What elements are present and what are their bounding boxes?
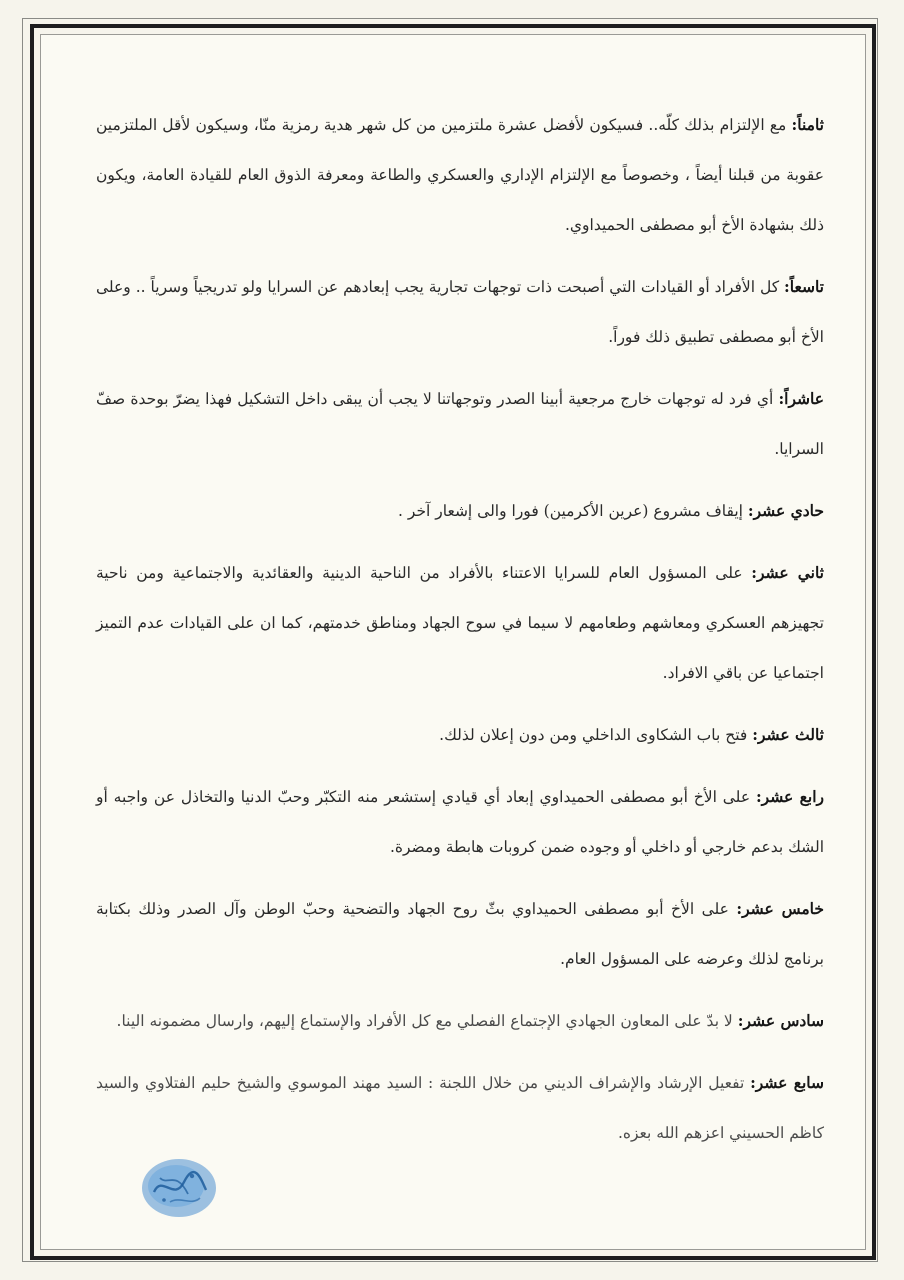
clause-heading: تاسعاً: — [784, 277, 824, 296]
clause-heading: ثامناً: — [791, 115, 824, 134]
clause-text: لا بدّ على المعاون الجهادي الإجتماع الفصلي مع كل الأفراد والإستماع إليهم، وارسال مضمونه الينا. — [116, 1012, 738, 1030]
clause-text: أي فرد له توجهات خارج مرجعية أبينا الصدر وتوجهاتنا لا يجب أن يبقى داخل التشكيل فهذا يضرّ بوحدة صفّ السرايا. — [96, 390, 824, 458]
clause-heading: حادي عشر: — [747, 501, 824, 520]
document-body — [96, 100, 824, 1200]
clause-text: على الأخ أبو مصطفى الحميداوي بثّ روح الجهاد والتضحية وحبّ الوطن وآل الصدر وذلك بكتابة برنامج لذلك وعرضه على المسؤول العام. — [96, 900, 824, 968]
clause-text: فتح باب الشكاوى الداخلي ومن دون إعلان لذلك. — [439, 726, 753, 744]
clause-8 — [96, 100, 824, 250]
signature-stamp-icon — [140, 1156, 218, 1220]
clause-heading: سابع عشر: — [750, 1073, 824, 1092]
clause-12 — [96, 548, 824, 698]
clause-text: تفعيل الإرشاد والإشراف الديني من خلال اللجنة : السيد مهند الموسوي والشيخ حليم الفتلاوي والسيد كاظم الحسيني اعزهم الله بعزه. — [96, 1074, 824, 1142]
clause-17 — [96, 1058, 824, 1158]
clause-10 — [96, 374, 824, 474]
clause-16 — [96, 996, 824, 1046]
clause-heading: ثاني عشر: — [751, 563, 824, 582]
clause-text: كل الأفراد أو القيادات التي أصبحت ذات توجهات تجارية يجب إبعادهم عن السرايا ولو تدريجياً وسرياً .. وعلى الأخ أبو مصطفى تطبيق ذلك فوراً. — [96, 278, 824, 346]
clause-text: إيقاف مشروع (عرين الأكرمين) فورا والى إشعار آخر . — [398, 502, 748, 520]
clause-text: على الأخ أبو مصطفى الحميداوي إبعاد أي قيادي إستشعر منه التكبّر وحبّ الدنيا والتخاذل عن واجبه أو الشك بدعم خارجي أو داخلي أو وجوده ضمن كروبات هابطة ومضرة. — [96, 788, 824, 856]
clause-14 — [96, 772, 824, 872]
clause-text: على المسؤول العام للسرايا الاعتناء بالأفراد من الناحية الدينية والعقائدية والاجتماعية ومن ناحية تجهيزهم العسكري ومعاشهم وطعامهم لا سيما في سوح الجهاد ومناطق خدمتهم، كما ان على القيادات عدم التميز اجتماعيا عن باقي الافراد. — [96, 564, 824, 682]
clause-11 — [96, 486, 824, 536]
clause-heading: رابع عشر: — [755, 787, 825, 806]
clause-heading: خامس عشر: — [736, 899, 824, 918]
clause-heading: ثالث عشر: — [752, 725, 824, 744]
clause-heading: عاشراً: — [778, 389, 824, 408]
clause-9 — [96, 262, 824, 362]
clause-text: مع الإلتزام بذلك كلّه.. فسيكون لأفضل عشرة ملتزمين من كل شهر هدية رمزية منّا، وسيكون لأقل الملتزمين عقوبة من قبلنا أيضاً ، وخصوصاً مع الإلتزام الإداري والعسكري والطاعة ومعرفة الذوق العام للقيادة العامة، ويكون ذلك بشهادة الأخ أبو مصطفى الحميداوي. — [96, 116, 824, 234]
clause-13 — [96, 710, 824, 760]
clause-15 — [96, 884, 824, 984]
clause-heading: سادس عشر: — [737, 1011, 824, 1030]
